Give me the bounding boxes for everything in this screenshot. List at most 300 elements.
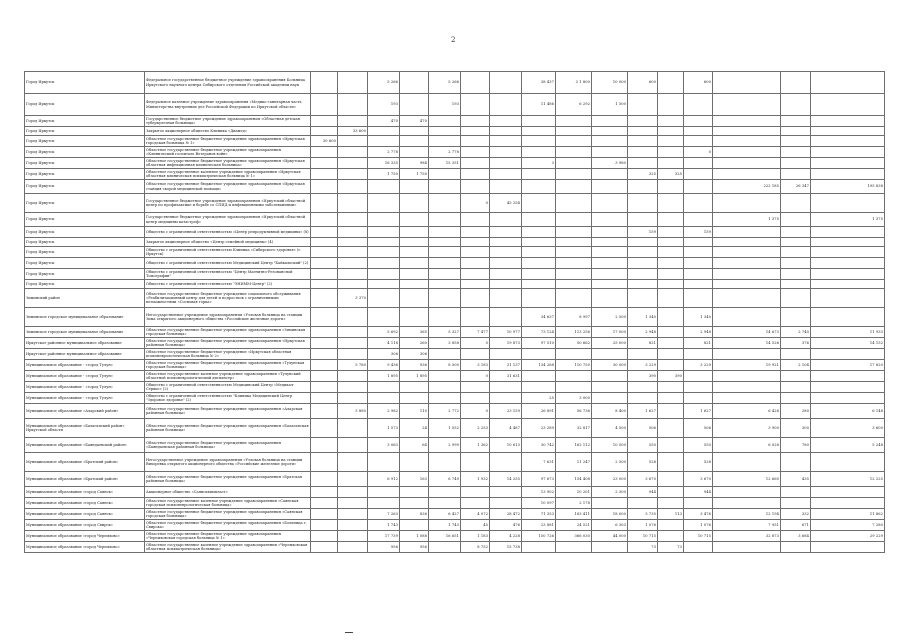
value-cell: 550 [628,438,658,453]
value-cell: 6 292 [556,94,592,116]
value-cell [338,487,368,498]
value-cell: 470 [400,116,429,127]
value-cell [628,238,658,247]
value-cell [781,542,811,553]
value-cell [461,169,490,180]
value-cell [811,136,885,147]
value-cell [713,453,781,472]
value-cell [713,94,781,116]
value-cell: 26 347 [781,180,811,194]
value-cell [781,227,811,238]
value-cell [811,280,885,289]
municipality-cell: Муниципальное образование «Баяндаевский район» [25,438,145,453]
value-cell: 4 118 [368,338,400,349]
value-cell: 956 [400,542,429,553]
value-cell [311,247,338,258]
value-cell: 7 477 [461,327,490,338]
value-cell [592,147,628,158]
value-cell [338,194,368,213]
value-cell: 306 [368,349,400,360]
value-cell [592,280,628,289]
value-cell [781,213,811,227]
value-cell [684,280,713,289]
value-cell: 550 [684,438,713,453]
value-cell [556,158,592,169]
value-cell [368,498,400,509]
value-cell [781,371,811,382]
value-cell [811,127,885,136]
value-cell: 821 [684,338,713,349]
value-cell: 6 148 [811,404,885,419]
value-cell [658,247,684,258]
value-cell: 3 600 [811,419,885,438]
value-cell: 110 [400,404,429,419]
value-cell [311,393,338,404]
value-cell: 1 375 [811,213,885,227]
value-cell [461,258,490,269]
value-cell [522,136,556,147]
table-row [25,180,885,194]
municipality-cell: Город Иркутск [25,72,145,94]
value-cell [592,349,628,360]
value-cell [556,289,592,308]
value-cell [713,238,781,247]
value-cell [338,542,368,553]
value-cell [522,280,556,289]
value-cell [429,269,461,280]
value-cell: 32 817 [556,419,592,438]
value-cell: 11 486 [522,94,556,116]
value-cell: 0 [684,147,713,158]
value-cell [311,180,338,194]
value-cell [592,238,628,247]
value-cell [311,453,338,472]
value-cell [338,136,368,147]
value-cell: 4 500 [592,419,628,438]
value-cell [592,180,628,194]
municipality-cell: Город Иркутск [25,94,145,116]
value-cell: 5 266 [368,72,400,94]
table-row [25,213,885,227]
value-cell [628,349,658,360]
municipality-cell: Город Иркутск [25,194,145,213]
value-cell: 1 627 [684,404,713,419]
value-cell [368,487,400,498]
value-cell [490,136,522,147]
table-row [25,289,885,308]
value-cell [311,258,338,269]
value-cell: 71 353 [522,509,556,520]
value-cell [522,147,556,158]
value-cell: 366 030 [556,531,592,542]
ledger-body [25,72,885,553]
municipality-cell: Муниципальное образование «город Саянск» [25,487,145,498]
value-cell: 1 627 [628,404,658,419]
value-cell [461,136,490,147]
value-cell [338,180,368,194]
value-cell [400,180,429,194]
value-cell: 3 670 [628,472,658,487]
value-cell: 1 183 [461,531,490,542]
value-cell [338,509,368,520]
institution-cell: Областное государственное бюджетное учреждение здравоохранения «Саянская городская больница» [145,509,311,520]
value-cell [628,147,658,158]
value-cell [461,349,490,360]
value-cell [522,269,556,280]
value-cell [628,498,658,509]
value-cell [713,393,781,404]
municipality-cell: Муниципальное образование «Аларский район» [25,404,145,419]
value-cell [556,127,592,136]
value-cell [811,289,885,308]
value-cell [338,213,368,227]
value-cell: 26 891 [522,404,556,419]
value-cell [461,213,490,227]
value-cell [628,158,658,169]
value-cell: 8 752 [461,542,490,553]
institution-cell: Областное государственное бюджетное учреждение здравоохранения «Иркутская станция скорой медицинской помощи» [145,180,311,194]
value-cell [713,289,781,308]
value-cell [556,238,592,247]
value-cell [556,269,592,280]
value-cell [429,116,461,127]
municipality-cell: Муниципальное образование «Братский район» [25,472,145,487]
value-cell [338,238,368,247]
value-cell [658,404,684,419]
value-cell: 45 254 [490,194,522,213]
value-cell [368,247,400,258]
value-cell: 25 000 [592,338,628,349]
value-cell [781,498,811,509]
value-cell [713,371,781,382]
value-cell: 2 772 [429,404,461,419]
value-cell: 195 838 [811,180,885,194]
value-cell [490,289,522,308]
value-cell [400,238,429,247]
value-cell [490,169,522,180]
value-cell [429,227,461,238]
value-cell: 476 [490,520,522,531]
value-cell: 163 [400,472,429,487]
value-cell [490,453,522,472]
value-cell [311,158,338,169]
value-cell: 1 895 [400,371,429,382]
table-row [25,371,885,382]
value-cell [658,280,684,289]
value-cell: 280 [781,404,811,419]
value-cell: 325 [628,169,658,180]
value-cell [713,194,781,213]
value-cell [522,213,556,227]
value-cell [429,289,461,308]
value-cell [781,247,811,258]
value-cell [338,382,368,393]
value-cell [368,393,400,404]
value-cell: 2 300 [592,487,628,498]
value-cell [658,382,684,393]
table-row [25,147,885,158]
value-cell [429,258,461,269]
value-cell: 2 948 [628,327,658,338]
value-cell [781,280,811,289]
value-cell: 17 739 [368,531,400,542]
value-cell: 56 736 [556,404,592,419]
value-cell: 944 [684,487,713,498]
value-cell [713,72,781,94]
value-cell: 73 124 [522,327,556,338]
value-cell: 73 [658,542,684,553]
value-cell [338,169,368,180]
value-cell: 7 631 [522,453,556,472]
value-cell [461,498,490,509]
value-cell: 2 500 [592,308,628,327]
value-cell [311,169,338,180]
value-cell [781,453,811,472]
value-cell [400,487,429,498]
value-cell [311,404,338,419]
value-cell [400,269,429,280]
value-cell: 193 [368,94,400,116]
value-cell: 390 [628,371,658,382]
value-cell [684,158,713,169]
value-cell [658,269,684,280]
value-cell [429,180,461,194]
value-cell [811,349,885,360]
value-cell: 470 [368,116,400,127]
value-cell [713,382,781,393]
value-cell: 1 750 [368,169,400,180]
value-cell: 31 631 [490,371,522,382]
value-cell [628,116,658,127]
value-cell [338,147,368,158]
value-cell [311,127,338,136]
value-cell [628,382,658,393]
value-cell: 159 [628,227,658,238]
value-cell: 23 159 [490,404,522,419]
value-cell [400,127,429,136]
value-cell [781,116,811,127]
value-cell [658,238,684,247]
value-cell: 1 743 [429,520,461,531]
value-cell: 12 660 [713,472,781,487]
value-cell [338,338,368,349]
value-cell [713,147,781,158]
value-cell [338,438,368,453]
value-cell [461,227,490,238]
municipality-cell: Город Иркутск [25,280,145,289]
table-row [25,247,885,258]
value-cell: 3 000 [556,393,592,404]
value-cell [461,308,490,327]
value-cell: 3 229 [684,360,713,371]
value-cell [713,169,781,180]
value-cell [781,158,811,169]
value-cell [684,169,713,180]
value-cell: 260 [400,338,429,349]
value-cell [684,542,713,553]
institution-cell: Областное государственное бюджетное учреждение здравоохранения «Больница г. Свирска» [145,520,311,531]
value-cell [713,247,781,258]
value-cell: 3 684 [781,531,811,542]
value-cell: 7 280 [811,520,885,531]
value-cell [713,542,781,553]
value-cell [338,349,368,360]
value-cell: 11 862 [811,509,885,520]
value-cell: 73 [628,542,658,553]
value-cell: 10 613 [490,438,522,453]
value-cell [368,280,400,289]
value-cell [490,227,522,238]
value-cell: 9 436 [368,360,400,371]
value-cell [811,72,885,94]
value-cell [311,338,338,349]
table-row [25,509,885,520]
value-cell: 6 749 [429,472,461,487]
municipality-cell: Город Иркутск [25,116,145,127]
value-cell: 3 370 [338,289,368,308]
value-cell [628,280,658,289]
value-cell: 984 [400,158,429,169]
value-cell [592,213,628,227]
value-cell [429,382,461,393]
value-cell: 821 [628,338,658,349]
value-cell [522,227,556,238]
value-cell [311,531,338,542]
value-cell: 0 [461,371,490,382]
value-cell [628,127,658,136]
value-cell [522,238,556,247]
value-cell [628,180,658,194]
value-cell [429,247,461,258]
institution-cell: Областное государственное бюджетное учреждение здравоохранения «Клинический госпиталь Ветеранов войн» [145,147,311,158]
value-cell [658,419,684,438]
value-cell [658,327,684,338]
table-row [25,194,885,213]
value-cell: 162 112 [556,438,592,453]
value-cell [429,194,461,213]
value-cell [490,158,522,169]
value-cell [522,116,556,127]
value-cell [658,531,684,542]
value-cell [522,194,556,213]
value-cell [400,280,429,289]
value-cell [781,169,811,180]
value-cell: 3 858 [429,338,461,349]
value-cell: 30 742 [522,438,556,453]
institution-cell: Областное государственное бюджетное учреждение «Иркутская областная психоневрологическая больница № 2» [145,349,311,360]
value-cell [338,227,368,238]
value-cell: 17 820 [811,360,885,371]
value-cell [368,180,400,194]
value-cell [713,349,781,360]
value-cell [811,393,885,404]
value-cell [556,147,592,158]
value-cell [628,194,658,213]
value-cell: 956 [368,542,400,553]
value-cell [811,453,885,472]
table-row [25,338,885,349]
value-cell [338,116,368,127]
value-cell: 300 [781,419,811,438]
value-cell [658,453,684,472]
value-cell: 528 [684,453,713,472]
value-cell: 19 873 [490,338,522,349]
value-cell: 16 335 [368,158,400,169]
value-cell: 1 573 [368,419,400,438]
value-cell [592,382,628,393]
value-cell [684,136,713,147]
value-cell [338,72,368,94]
institution-cell: Областное государственное казенное учреждение здравоохранения «Тулунский областной психоневрологический диспансер» [145,371,311,382]
municipality-cell: Город Иркутск [25,269,145,280]
value-cell: 30 600 [311,136,338,147]
value-cell: 50 662 [556,338,592,349]
value-cell: 3 735 [628,509,658,520]
value-cell: 6 427 [429,509,461,520]
value-cell [490,498,522,509]
value-cell [368,289,400,308]
value-cell: 16 651 [429,531,461,542]
value-cell [490,213,522,227]
municipality-cell: Муниципальное образование - «город Тулун» [25,393,145,404]
value-cell [592,247,628,258]
value-cell [713,258,781,269]
value-cell [338,472,368,487]
value-cell [658,308,684,327]
value-cell [461,269,490,280]
value-cell [522,127,556,136]
value-cell: 159 [684,227,713,238]
value-cell: 1 895 [368,371,400,382]
value-cell [684,349,713,360]
value-cell [592,127,628,136]
value-cell [713,498,781,509]
municipality-cell: Иркутское районное муниципальное образование [25,349,145,360]
value-cell: 2 104 [781,360,811,371]
value-cell [811,382,885,393]
value-cell: 376 [781,338,811,349]
institution-cell: Акционерное общество «Саянскхимпласт» [145,487,311,498]
value-cell [368,238,400,247]
value-cell [400,520,429,531]
value-cell [400,382,429,393]
municipality-cell: Зиминское городское муниципальное образование [25,327,145,338]
value-cell [781,127,811,136]
value-cell [781,72,811,94]
value-cell [811,498,885,509]
value-cell [429,213,461,227]
table-row [25,94,885,116]
institution-cell: Общество с ограниченной ответственностью "ЭНИММ-Центр" (2) [145,280,311,289]
value-cell [338,308,368,327]
value-cell: 5 692 [368,327,400,338]
municipality-cell: Город Иркутск [25,136,145,147]
institution-cell: Государственное бюджетное учреждение здравоохранения «Иркутский областной центр медицины катастроф» [145,213,311,227]
value-cell [556,382,592,393]
value-cell [628,247,658,258]
municipality-cell: Город Иркутск [25,247,145,258]
value-cell: 506 [684,419,713,438]
value-cell: 12 225 [811,472,885,487]
table-row [25,520,885,531]
value-cell: 3 063 [368,438,400,453]
value-cell [338,94,368,116]
value-cell: 936 [400,360,429,371]
value-cell [781,136,811,147]
value-cell [461,158,490,169]
value-cell [490,238,522,247]
value-cell: 18 000 [592,509,628,520]
